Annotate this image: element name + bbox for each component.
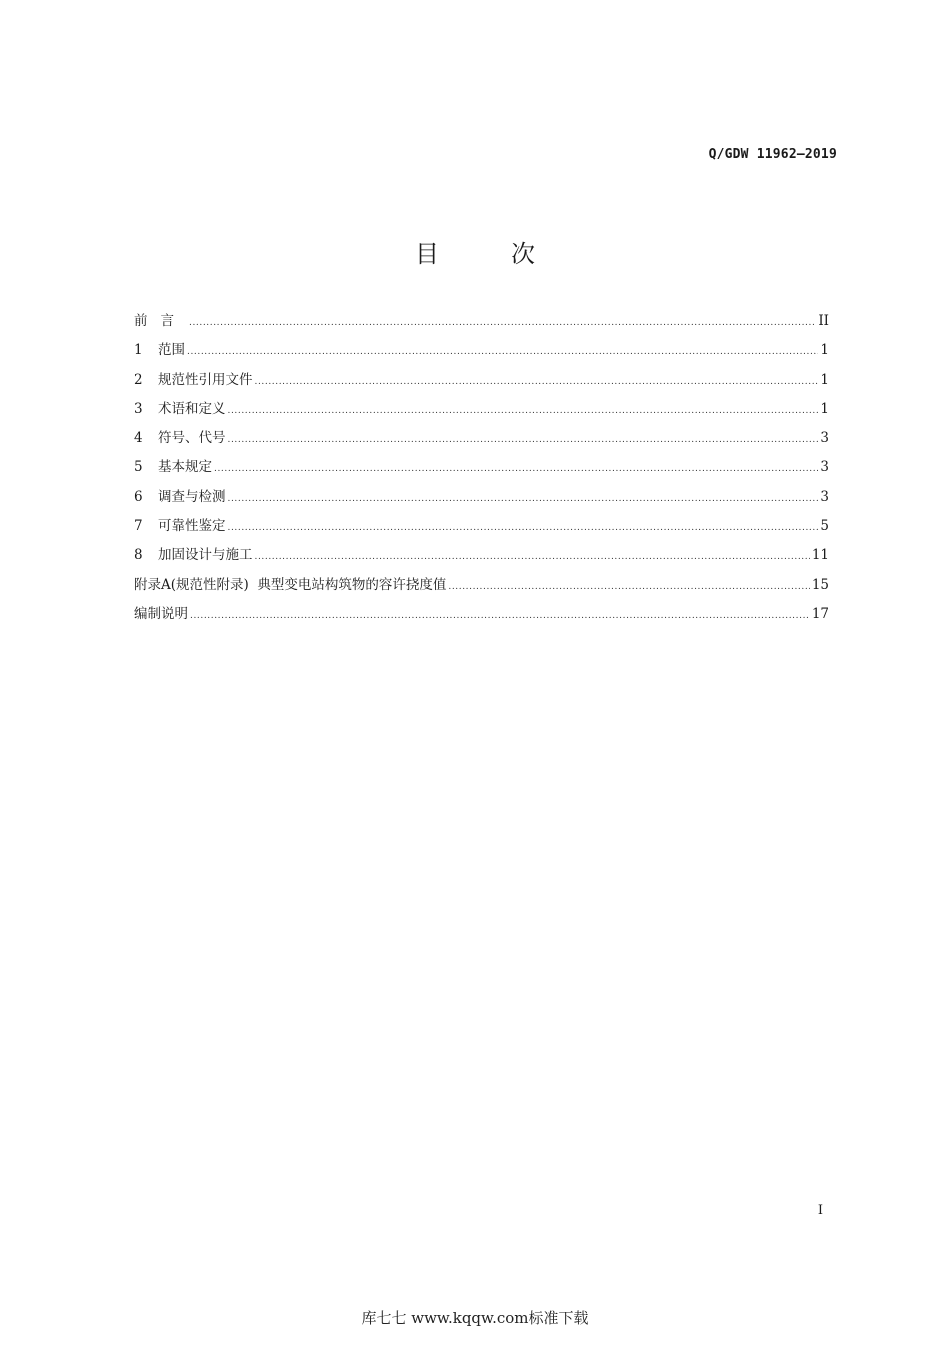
toc-entry-3[interactable] [134, 399, 829, 428]
toc-leader-dots [448, 577, 809, 597]
toc-entry-8[interactable] [134, 545, 829, 574]
toc-entry-4[interactable] [134, 428, 829, 457]
toc-entry-number: 7 [134, 518, 143, 535]
toc-leader-dots [214, 459, 818, 479]
toc-leader-dots [187, 342, 818, 362]
toc-entry-label: 术语和定义 [158, 400, 226, 417]
table-of-contents [134, 311, 829, 633]
toc-entry-number: 1 [134, 342, 143, 359]
page-number: I [817, 1203, 823, 1218]
toc-entry-page: 5 [820, 518, 829, 535]
toc-entry-page: 1 [820, 371, 829, 388]
toc-entry-page: II [818, 313, 829, 329]
toc-entry-2[interactable] [134, 370, 829, 399]
toc-entry-number: 4 [134, 430, 143, 447]
toc-entry-label: 编制说明 [134, 605, 188, 622]
footer-watermark-text: 库七七 www.kqqw.com标准下载 [361, 1309, 589, 1327]
toc-leader-dots [189, 313, 816, 333]
toc-entry-label: 基本规定 [158, 459, 212, 476]
toc-entry-label: 前言 [134, 313, 187, 329]
toc-entry-number: 8 [134, 547, 143, 564]
document-code: Q/GDW 11962—2019 [708, 147, 837, 162]
toc-entry-label: 可靠性鉴定 [158, 518, 226, 535]
toc-entry-number: 3 [134, 400, 143, 417]
toc-entry-label: 附录A(规范性附录) 典型变电站构筑物的容许挠度值 [134, 576, 447, 593]
toc-entry-page: 1 [820, 400, 829, 417]
toc-entry-number: 2 [134, 371, 143, 388]
toc-leader-dots [255, 547, 810, 567]
toc-entry-number: 6 [134, 488, 143, 505]
toc-leader-dots [255, 372, 819, 392]
toc-leader-dots [228, 430, 819, 450]
toc-entry-page: 3 [820, 430, 829, 447]
toc-entry-appendix-a[interactable] [134, 575, 829, 604]
title-char-1: 目 [415, 240, 439, 268]
toc-entry-1[interactable] [134, 340, 829, 369]
toc-entry-label: 规范性引用文件 [158, 371, 253, 388]
toc-entry-page: 17 [811, 605, 829, 622]
toc-entry-foreword[interactable] [134, 311, 829, 340]
title-char-2: 次 [511, 240, 535, 268]
toc-entry-label: 加固设计与施工 [158, 547, 253, 564]
toc-entry-5[interactable] [134, 457, 829, 486]
toc-entry-label: 调查与检测 [158, 488, 226, 505]
toc-entry-label: 范围 [158, 342, 185, 359]
toc-leader-dots [228, 518, 819, 538]
toc-entry-6[interactable] [134, 487, 829, 516]
toc-entry-number: 5 [134, 459, 143, 476]
toc-entry-7[interactable] [134, 516, 829, 545]
toc-entry-page: 11 [811, 547, 829, 564]
toc-leader-dots [228, 401, 819, 421]
toc-leader-dots [228, 489, 819, 509]
toc-leader-dots [190, 606, 810, 626]
toc-entry-page: 3 [820, 488, 829, 505]
toc-entry-explanation[interactable] [134, 604, 829, 633]
toc-entry-page: 1 [820, 342, 829, 359]
toc-entry-label: 符号、代号 [158, 430, 226, 447]
page-title [0, 234, 950, 269]
toc-entry-page: 15 [811, 576, 829, 593]
toc-entry-page: 3 [820, 459, 829, 476]
